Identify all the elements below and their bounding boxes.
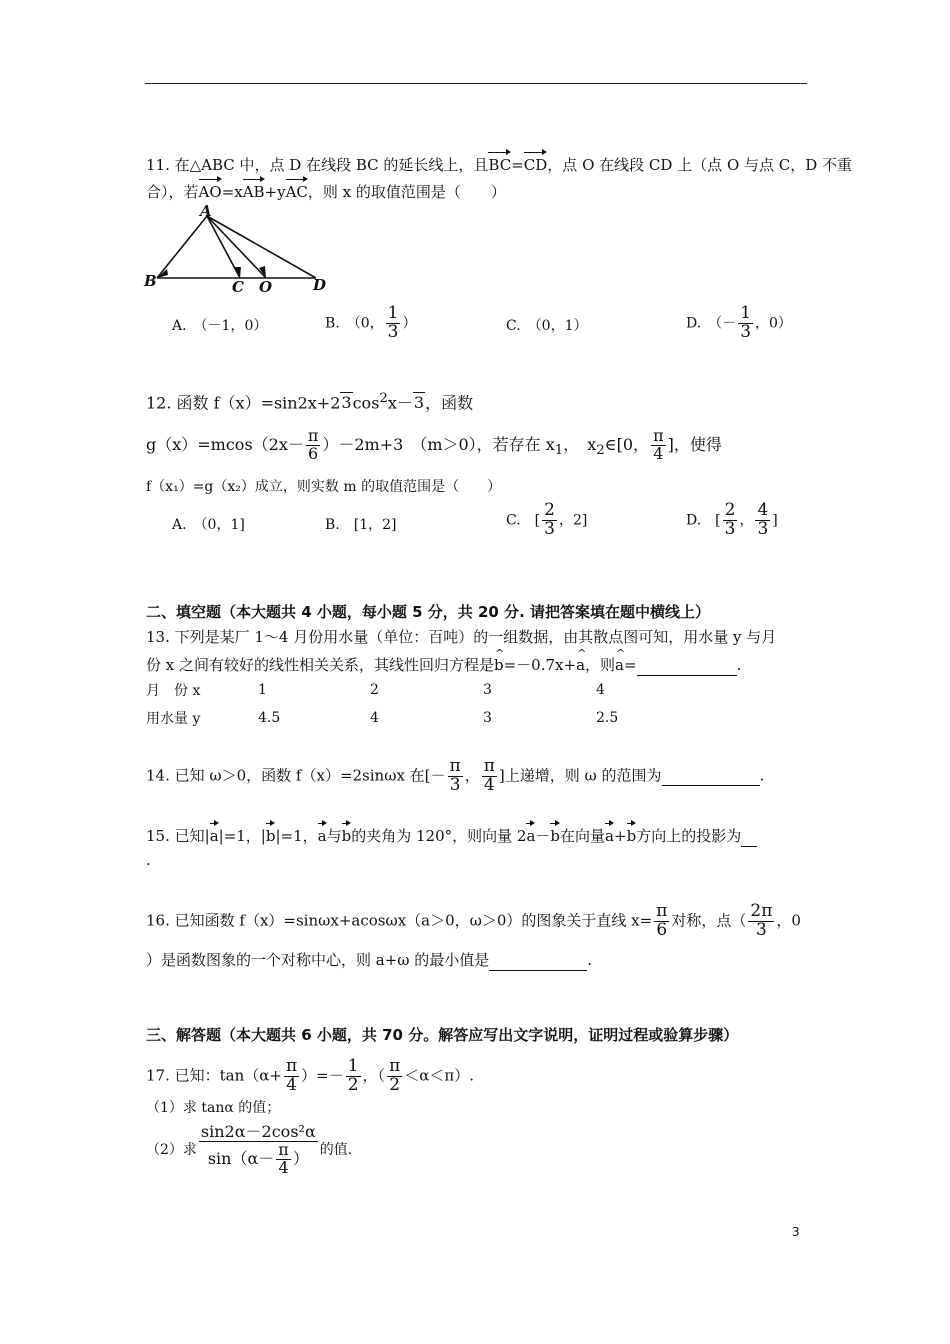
q16-answer-blank[interactable]	[489, 950, 587, 971]
q15-answer-blank[interactable]	[741, 826, 757, 847]
label-D: D	[313, 276, 327, 294]
q16-line2: ）是函数图象的一个对称中心，则 a+ω 的最小值是 .	[146, 951, 593, 969]
q14-line: 14. 已知 ω＞0，函数 f（x）=2sinωx 在[－ $\frac{\pi}{3}$ ， $\frac{\pi}{4}$ ]上递增，则 ω 的范围为 .	[146, 756, 765, 795]
q11-option-d[interactable]: D. （－ $\frac{1}{3}$ ，0）	[686, 303, 792, 342]
q13-line2: 份 x 之间有较好的线性相关关系，其线性回归方程是^ b=－0.7x+^ a，则^ a= .	[146, 651, 741, 676]
label-B: B	[144, 272, 157, 290]
label-O: O	[259, 278, 273, 296]
q12-option-c[interactable]: C. [ $\frac{2}{3}$ ，2]	[506, 500, 588, 539]
q11-option-b[interactable]: B. （0， $\frac{1}{3}$ ）	[325, 303, 417, 342]
q11-option-c[interactable]: C. （0，1）	[506, 318, 588, 334]
q15-line: 15. 已知|a|=1，|b|=1，a与b的夹角为 120°，则向量 2a－b在向量a+b方向上的投影为	[146, 822, 757, 847]
q11-line1: 11. 在△ABC 中，点 D 在线段 BC 的延长线上，且BC=CD，点 O 在线段 CD 上（点 O 与点 C，D 不重	[146, 151, 852, 175]
section-fill-in-heading: 二、填空题（本大题共 4 小题，每小题 5 分，共 20 分. 请把答案填在题中横线上）	[146, 603, 711, 621]
q12-line1: 12. 函数 $f(x)=\sin 2x+23\cos^2x-3$，函数	[146, 391, 474, 413]
q13-line1: 13. 下列是某厂 1～4 月份用水量（单位：百吨）的一组数据，由其散点图可知，用水量 y 与月	[146, 628, 777, 646]
q12-line3: f（x₁）=g（x₂）成立，则实数 m 的取值范围是（ ）	[146, 479, 502, 495]
q12-line2: g（x）=mcos（2x－ $\frac{\pi}{6}$ ）－2m+3 （m＞0），若存在 $x_1$， $x_2\in[0$， $\frac{\pi}{4}$ ]，使得	[146, 426, 722, 463]
q11-option-a[interactable]: A. （－1，0）	[172, 318, 268, 334]
section-solution-heading: 三、解答题（本大题共 6 小题，共 70 分。解答应写出文字说明，证明过程或验算步骤）	[146, 1026, 739, 1044]
header-rule	[145, 83, 807, 84]
page-number: 3	[792, 1225, 800, 1239]
table-row: 用水量 y 4.5 4 3 2.5	[146, 710, 619, 727]
q13-answer-blank[interactable]	[637, 655, 737, 676]
q12-option-d[interactable]: D. [ $\frac{2}{3}$ ， $\frac{4}{3}$ ]	[686, 500, 778, 539]
q13-data-table	[146, 676, 656, 732]
q16-line1: 16. 已知函数 f（x）=sinωx+acosωx（a＞0，ω＞0）的图象关于直线 x= $\frac{\pi}{6}$ 对称，点（ $\frac{2\pi}{3}$ ，0	[146, 901, 801, 940]
label-A: A	[200, 204, 212, 220]
q17-part2: （2）求 sin2α－2cos²α sin（α－ $\frac{\pi}{4}$ ） 的值.	[146, 1122, 353, 1177]
q14-answer-blank[interactable]	[662, 765, 760, 786]
q15-period: .	[146, 851, 151, 869]
q12-option-a[interactable]: A. （0，1]	[172, 517, 245, 533]
triangle-figure	[140, 204, 340, 296]
q17-line1: 17. 已知：tan（α+ $\frac{\pi}{4}$ ）=－ $\frac{1}{2}$ ，（ $\frac{\pi}{2}$ ＜α＜π）.	[146, 1056, 475, 1095]
q17-part1: （1）求 tanα 的值；	[146, 1100, 281, 1116]
label-C: C	[232, 278, 244, 296]
q11-line2: 合），若AO=xAB+yAC，则 x 的取值范围是（ ）	[146, 178, 506, 202]
q12-option-b[interactable]: B. [1，2]	[325, 517, 397, 533]
table-row: 月 份 x 1 2 3 4	[146, 682, 605, 699]
